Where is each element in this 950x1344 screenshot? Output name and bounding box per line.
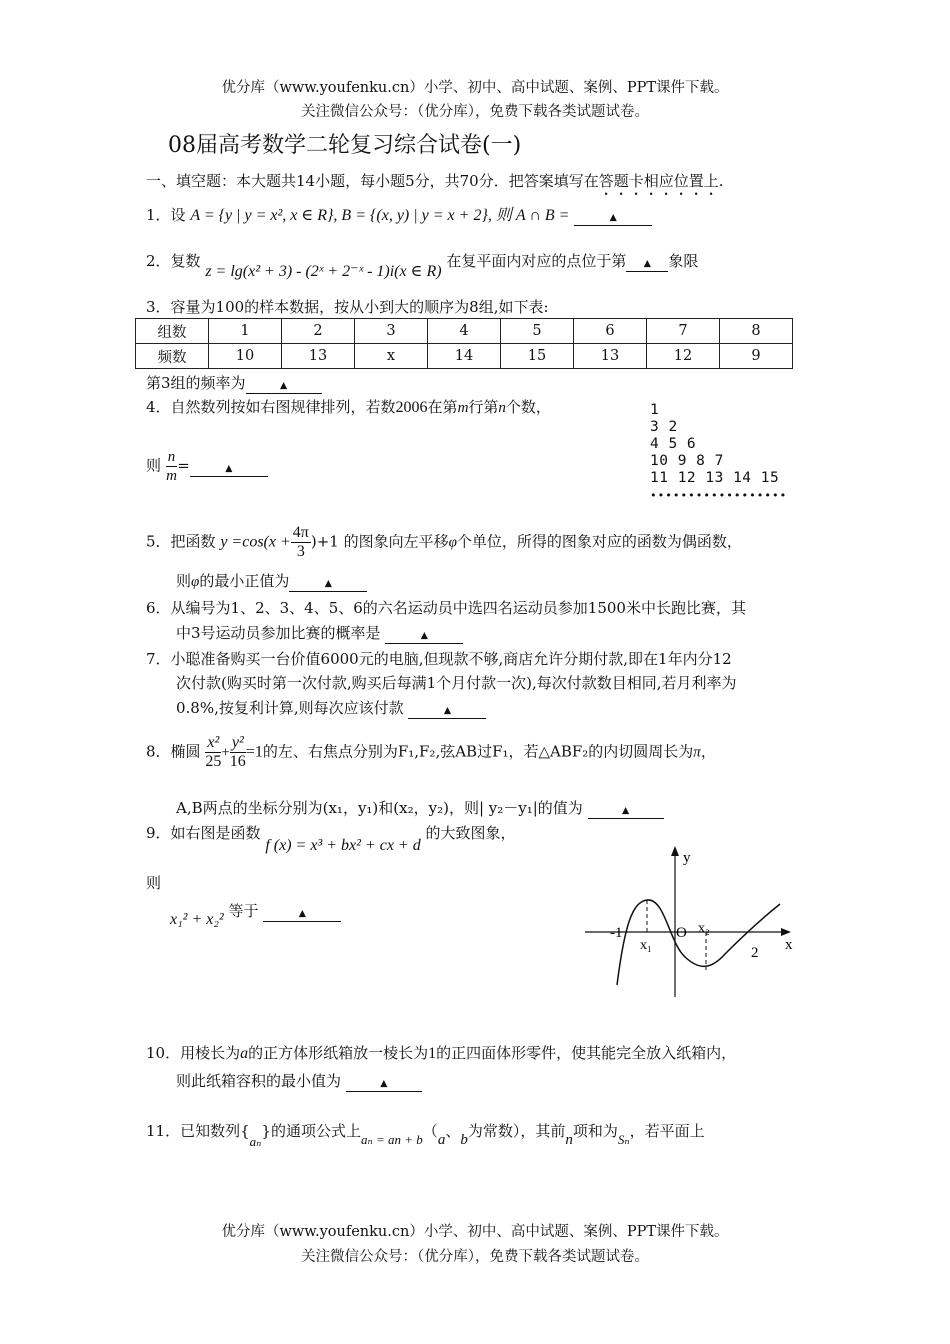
q8-eq: =1 [245,743,263,761]
q10-mid: 的正方体形纸箱放一棱长为 [248,1044,429,1062]
q10-line-2 [176,1070,422,1092]
q8-f2-num: y² [230,734,246,753]
q3-ask-text: 第3组的频率为 [146,374,246,392]
question-11 [146,1120,705,1149]
q7-line3-text: 0.8%,按复利计算,则每次应该付款 [176,699,404,717]
q2-tail-2: 象限 [668,252,699,270]
q10-post: 的正四面体形零件，使其能完全放入纸箱内， [436,1044,737,1062]
table-cell: 6 [574,319,647,344]
triangle-row: 4 5 6 [650,436,697,452]
q8-f1-den: 25 [205,753,222,770]
q1-number: 1．设 [146,206,186,224]
table-cell: 13 [574,344,647,369]
table-cell: 9 [720,344,793,369]
q8-mid: 的左、右焦点分别为F₁,F₂,弦AB过F₁，若△ABF₂的内切圆周长为 [262,742,694,761]
x-label: x [785,937,793,953]
answer-triangle-icon: ▲ [324,578,332,589]
q4-frac-num: n [167,449,176,465]
section-emphasis: 答题卡相应位置上 [598,172,719,190]
triangle-row: 3 2 [650,419,678,435]
q11-mid4: 项和为 [572,1122,618,1140]
q8-pi: π [693,744,701,761]
question-1 [146,202,652,226]
q5-line2-post: 的最小正值为 [199,572,290,590]
q5-tail: 个单位，所得的图象对应的函数为偶函数， [456,532,742,551]
table-cell: 4 [428,319,501,344]
cubic-function-graph [585,842,815,1002]
q11-b: b [460,1132,468,1148]
q8-plus: + [221,744,230,761]
q5-frac-num: 4π [292,524,309,541]
answer-triangle-icon: ▲ [443,705,452,716]
q9-eq: 等于 [228,902,259,920]
table-cell: 10 [209,344,282,369]
q2-number: 2．复数 [146,252,201,270]
question-4 [146,396,551,417]
answer-triangle-icon: ▲ [609,212,617,223]
q4-frac-den: m [166,468,177,484]
q6-line2-text: 中3号运动员参加比赛的概率是 [176,624,381,642]
table-cell: 13 [282,344,355,369]
q10-line2-text: 则此纸箱容积的最小值为 [176,1072,342,1090]
answer-triangle-icon: ▲ [279,380,288,391]
table-header-cell: 组数 [136,319,209,344]
q10-answer-blank [346,1075,422,1092]
q4-text-c: 行第 [468,398,499,416]
q9-post: 的大致图象， [425,824,516,842]
table-row [136,344,793,369]
table-row [136,319,793,344]
table-cell: x [355,344,428,369]
q4-ask [146,448,268,485]
q11-an: aₙ [249,1134,262,1149]
triangle-row: 1 [650,402,660,418]
q7-answer-blank [408,702,486,719]
x2-label: x₂ [698,921,710,936]
q8-pre: 8．椭圆 [146,742,201,761]
q8-fraction-x [205,734,221,771]
table-cell: 7 [647,319,720,344]
q5-phi: φ [448,534,457,551]
answer-triangle-icon: ▲ [643,258,651,269]
q9-func: f (x) = x³ + bx² + cx + d [265,837,421,854]
q4-text-d: 个数， [505,398,551,416]
section-intro [146,170,724,199]
q11-mid3: 为常数），其前 [467,1122,566,1140]
triangle-row: 10 9 8 7 [650,453,724,469]
q4-text-a: 4．自然数列按如右图规律排列，若数 [146,398,396,416]
neg-one-label: -1 [610,925,623,941]
q8-f1-num: x² [205,734,221,753]
q1-answer-blank [574,209,652,226]
question-5 [146,524,742,561]
q10-pre: 10．用棱长为 [146,1044,241,1062]
two-label: 2 [751,945,759,961]
q3-answer-blank [246,377,322,394]
number-triangle [650,402,787,504]
q5-answer-blank [289,575,367,592]
q9-pre: 9．如右图是函数 [146,824,261,842]
origin-label: O [676,925,687,941]
question-8 [146,734,716,771]
q4-ask-eq: = [177,456,190,475]
q5-phi-2: φ [191,574,200,590]
q4-2006: 2006 [395,399,428,416]
q9-ze: 则 [146,874,162,892]
answer-triangle-icon: ▲ [298,908,306,919]
q7-line-2: 次付款(购买时第一次付款,购买后每满1个月付款一次),每次付款数目相同,若月利率为 [176,674,737,692]
q4-answer-blank [190,460,268,477]
q11-sn: Sₙ [617,1132,630,1147]
header-line-1: 优分库（www.youfenku.cn）小学、初中、高中试题、案例、PPT课件下载。 [221,80,729,96]
section-intro-text: 一、填空题：本大题共14小题，每小题5分，共70分．把答案填写在 [146,172,599,190]
q5-line-2 [176,570,367,592]
q10-one: 1 [428,1045,437,1062]
q8-comma: ， [700,742,716,761]
question-9 [146,822,516,854]
page-title: 08届高考数学二轮复习综合试卷(一) [168,133,522,158]
q2-math: z = lg(x² + 3) - (2ˣ + 2⁻ˣ - 1)i(x ∈ R) [205,263,442,280]
q1-math: A = {y | y = x², x ∈ R}, B = {(x, y) | y = x + 2}, 则 A ∩ B = [190,207,570,224]
table-header-cell: 频数 [136,344,209,369]
q11-pre: 11．已知数列{ [146,1122,250,1140]
q8-line-2 [176,797,664,819]
table-cell: 15 [501,344,574,369]
q11-a: a [437,1132,446,1148]
q4-n: n [498,400,506,416]
q8-f2-den: 16 [229,753,246,770]
question-10 [146,1042,736,1063]
table-cell: 1 [209,319,282,344]
q11-formula: aₙ = an + b [360,1132,423,1147]
footer-line-1: 优分库（www.youfenku.cn）小学、初中、高中试题、案例、PPT课件下载。 [221,1224,729,1240]
q5-pre: 5．把函数 [146,532,216,551]
answer-triangle-icon: ▲ [420,630,428,641]
q11-post: ，若平面上 [629,1122,705,1140]
q9-expr: x₁² + x₂² [170,911,224,928]
q9-answer-blank [263,905,341,922]
x-axis-arrow-icon [781,928,791,936]
triangle-ellipsis: •••••••••••••••••• [650,489,788,502]
section-end: . [718,172,724,190]
x1-label: x₁ [640,938,652,953]
table-cell: 5 [501,319,574,344]
table-cell: 2 [282,319,355,344]
q8-line2-text: A,B两点的坐标分别为(x₁，y₁)和(x₂，y₂)，则| y₂－y₁|的值为 [176,799,583,817]
answer-triangle-icon: ▲ [380,1078,388,1089]
q5-line2-pre: 则 [176,572,192,590]
q4-fraction [166,448,178,485]
q7-line-3 [176,697,486,719]
table-cell: 3 [355,319,428,344]
y-axis-arrow-icon [671,846,679,856]
q8-answer-blank [588,802,664,819]
q4-m: m [457,400,469,416]
q2-tail: 在复平面内对应的点位于第 [446,252,627,270]
question-2 [146,250,699,280]
q2-answer-blank [626,255,668,272]
table-cell: 14 [428,344,501,369]
q7-line-1: 7．小聪准备购买一台价值6000元的电脑,但现款不够,商店允许分期付款,即在1年内分12 [146,650,732,668]
q6-line-2 [176,622,463,644]
q5-fraction [291,524,311,561]
q8-fraction-y [230,734,246,771]
q10-a: a [240,1045,249,1062]
q4-text-b: 在第 [427,398,458,416]
triangle-row: 11 12 13 14 15 [650,470,780,486]
frequency-table [135,318,793,369]
q4-ask-pre: 则 [146,456,162,475]
q6-line-1: 6．从编号为1、2、3、4、5、6的六名运动员中选四名运动员参加1500米中长跑比赛，其 [146,599,746,617]
q5-post: )+1 的图象向左平移 [310,532,449,551]
answer-triangle-icon: ▲ [225,462,233,474]
q11-mid2: （ [422,1122,438,1140]
footer-line-2: 关注微信公众号：（优分库），免费下载各类试题试卷。 [301,1249,649,1265]
q11-n: n [565,1132,573,1148]
q9-ask [170,900,341,928]
q11-sep: 、 [445,1122,461,1140]
q11-mid1: }的通项公式上 [261,1122,361,1140]
q5-frac-den: 3 [296,543,305,560]
q3-ask [146,372,322,394]
q3-text: 3．容量为100的样本数据，按从小到大的顺序为8组,如下表: [146,298,549,316]
table-cell: 12 [647,344,720,369]
answer-triangle-icon: ▲ [622,805,630,816]
q5-y-eq: y =cos(x + [220,533,291,551]
header-line-2: 关注微信公众号：（优分库），免费下载各类试题试卷。 [301,104,649,120]
table-cell: 8 [720,319,793,344]
q6-answer-blank [385,627,463,644]
y-label: y [683,850,691,866]
